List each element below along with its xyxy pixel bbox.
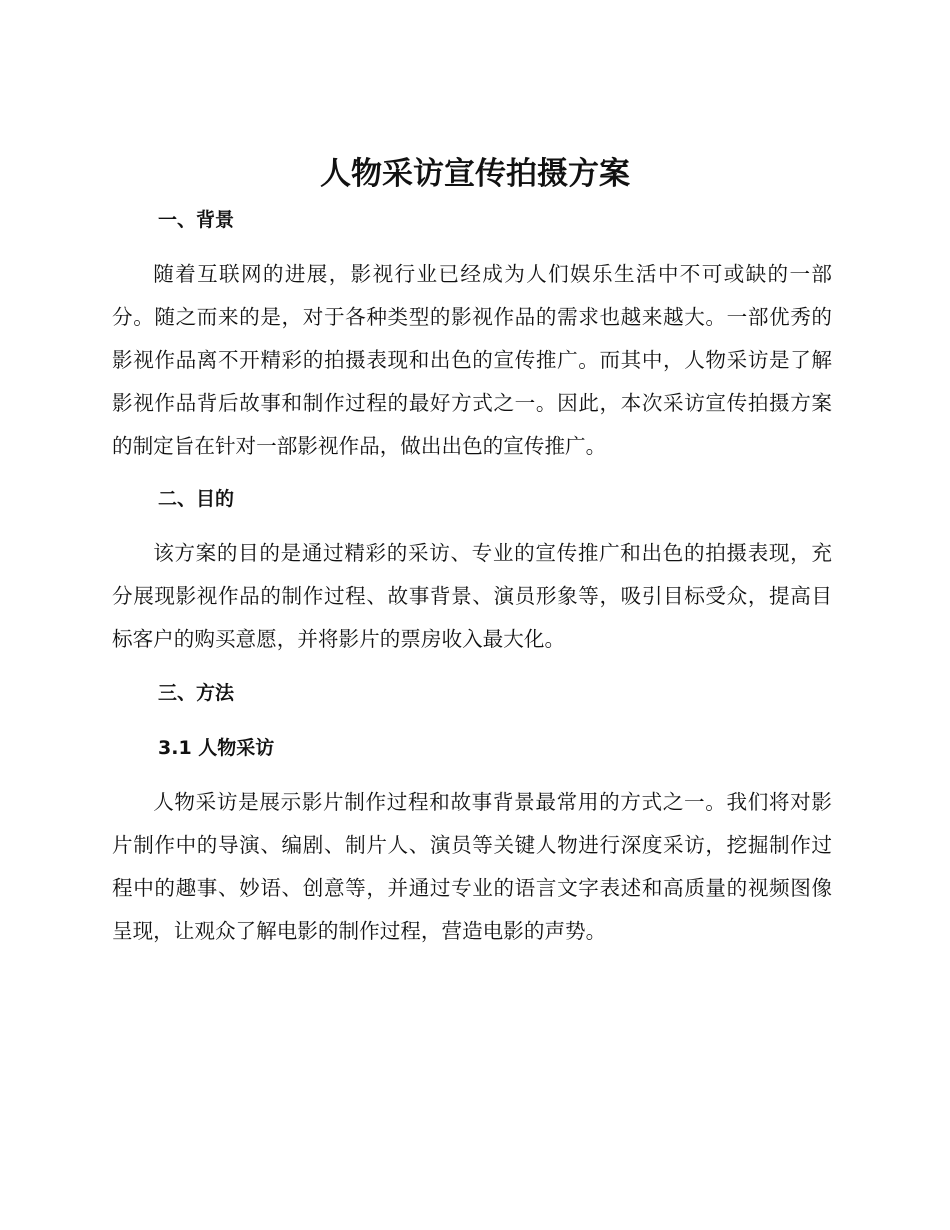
- subsection-heading-interview: 3.1 人物采访: [158, 737, 275, 759]
- document-title: 人物采访宣传拍摄方案: [320, 156, 630, 192]
- section-heading-method: 三、方法: [158, 682, 235, 704]
- subsection-paragraph-interview: 人物采访是展示影片制作过程和故事背景最常用的方式之一。我们将对影片制作中的导演、编剧、制片人、演员等关键人物进行深度采访，挖掘制作过程中的趣事、妙语、创意等，并通过专业的语言文字表述和高质量的视频图像呈现，让观众了解电影的制作过程，营造电影的声势。: [112, 790, 832, 943]
- section-heading-background: 一、背景: [158, 209, 235, 231]
- section-heading-purpose: 二、目的: [158, 488, 235, 510]
- section-paragraph-purpose: 该方案的目的是通过精彩的采访、专业的宣传推广和出色的拍摄表现，充分展现影视作品的制作过程、故事背景、演员形象等，吸引目标受众，提高目标客户的购买意愿，并将影片的票房收入最大化。: [112, 541, 832, 651]
- section-paragraph-background: 随着互联网的进展，影视行业已经成为人们娱乐生活中不可或缺的一部分。随之而来的是，对于各种类型的影视作品的需求也越来越大。一部优秀的影视作品离不开精彩的拍摄表现和出色的宣传推广。而其中，人物采访是了解影视作品背后故事和制作过程的最好方式之一。因此，本次采访宣传拍摄方案的制定旨在针对一部影视作品，做出出色的宣传推广。: [112, 262, 832, 458]
